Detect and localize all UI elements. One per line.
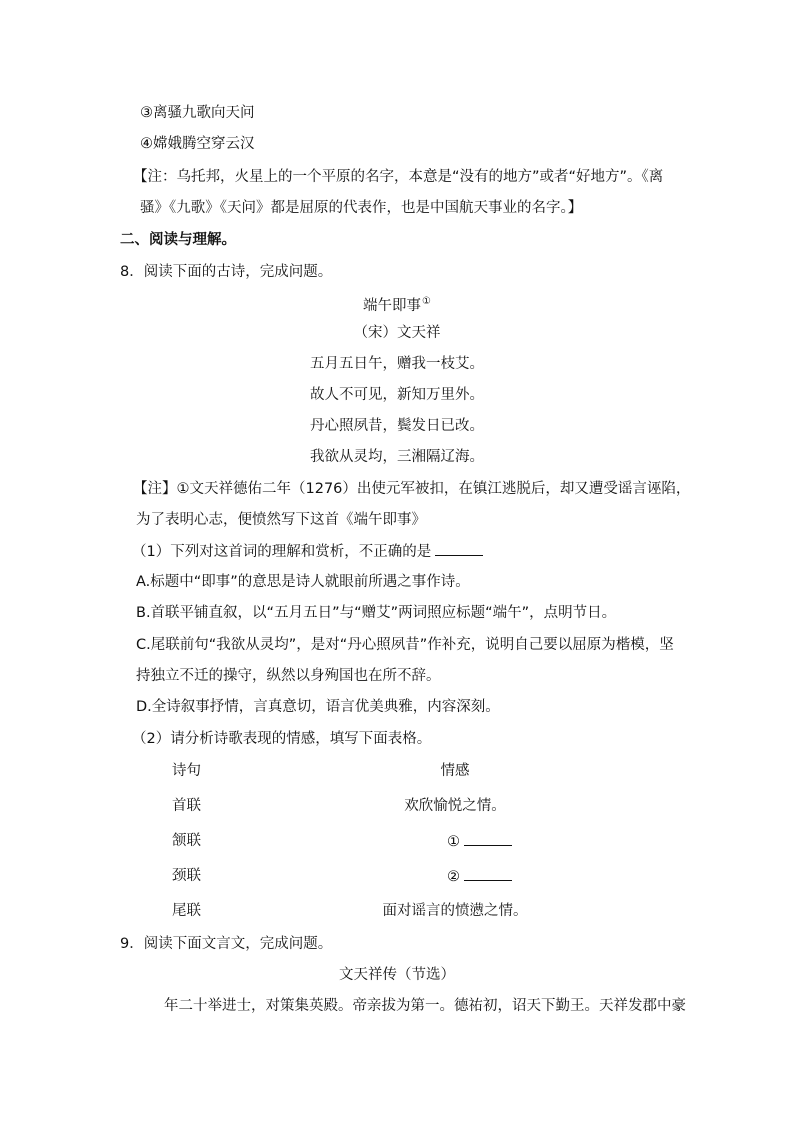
table-cell: 颔联 (172, 833, 201, 849)
table-cell: 首联 (172, 798, 201, 814)
poem-title-text: 端午即事 (363, 298, 422, 314)
answer-blank[interactable] (464, 831, 512, 846)
poem-line: 丹心照夙昔，鬓发日已改。 (310, 418, 484, 434)
answer-blank[interactable] (464, 866, 512, 881)
table-cell (447, 831, 512, 852)
option-a: A.标题中“即事”的意思是诗人就眼前所遇之事作诗。 (136, 574, 470, 590)
footnote-marker: ① (422, 296, 431, 307)
sub-question-text: （1）下列对这首词的理解和赏析，不正确的是 (132, 544, 432, 560)
table-cell: 颈联 (172, 868, 201, 884)
blank-number: ① (447, 834, 460, 850)
option-d: D.全诗叙事抒情，言真意切，语言优美典雅，内容深刻。 (136, 699, 500, 715)
poem-note: 为了表明心志，便愤然写下这首《端午即事》 (136, 512, 426, 528)
passage-title: 文天祥传（节选） (339, 967, 455, 983)
passage-text: 年二十举进士，对策集英殿。帝亲拔为第一。德祐初，诏天下勤王。天祥发郡中豪 (164, 998, 686, 1014)
table-cell (447, 866, 512, 887)
poem-author: （宋）文天祥 (353, 325, 441, 341)
sub-question-2: （2）请分析诗歌表现的情感，填写下面表格。 (132, 731, 432, 747)
note-text: 【注：乌托邦，火星上的一个平原的名字，本意是“没有的地方”或者“好地方”。《离 (133, 169, 664, 185)
poem-line: 故人不可见，新知万里外。 (310, 387, 484, 403)
blank-number: ② (447, 869, 460, 885)
option-b: B.首联平铺直叙，以“五月五日”与“赠艾”两词照应标题“端午”，点明节日。 (136, 605, 617, 621)
poem-line: 五月五日午，赠我一枝艾。 (310, 356, 484, 372)
option-c: C.尾联前句“我欲从灵均”，是对“丹心照夙昔”作补充，说明自己要以屈原为楷模，坚 (136, 637, 674, 653)
list-item: ③离骚九歌向天问 (140, 105, 255, 121)
question-prompt: 8．阅读下面的古诗，完成问题。 (120, 264, 333, 280)
table-cell: 尾联 (172, 903, 201, 919)
section-heading: 二、阅读与理解。 (120, 232, 236, 248)
poem-note: 【注】①文天祥德佑二年（1276）出使元军被扣，在镇江逃脱后，却又遭受谣言诬陷， (133, 481, 691, 497)
note-text: 骚》《九歌》《天问》都是屈原的代表作，也是中国航天事业的名字。】 (140, 200, 583, 216)
table-header: 情感 (440, 763, 470, 779)
list-item: ④嫦娥腾空穿云汉 (140, 136, 255, 152)
table-cell: 欢欣愉悦之情。 (404, 798, 506, 814)
sub-question-1 (132, 541, 483, 562)
poem-line: 我欲从灵均，三湘隔辽海。 (310, 449, 484, 465)
question-prompt: 9．阅读下面文言文，完成问题。 (120, 936, 333, 952)
answer-blank[interactable] (435, 541, 483, 556)
poem-title (0, 292, 794, 316)
table-cell: 面对谣言的愤懑之情。 (382, 903, 528, 919)
table-header: 诗句 (172, 763, 201, 779)
option-c-continued: 持独立不迁的操守，纵然以身殉国也在所不辞。 (136, 668, 441, 684)
